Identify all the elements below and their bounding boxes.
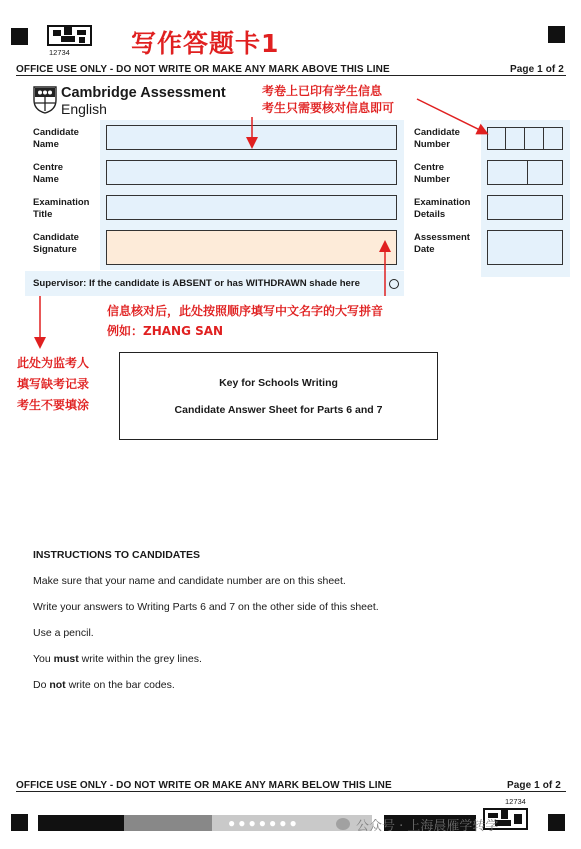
key-box-subtitle: Candidate Answer Sheet for Parts 6 and 7	[174, 404, 383, 416]
note-supervisor-3: 考生不要填涂	[17, 398, 90, 412]
note-supervisor-2: 填写缺考记录	[17, 377, 90, 391]
note-pinyin-2: 例如：ZHANG SAN	[107, 324, 224, 338]
note-printed-info-1: 考卷上已印有学生信息	[262, 84, 383, 98]
instruction-line-5	[33, 679, 175, 691]
office-use-top-text: OFFICE USE ONLY - DO NOT WRITE OR MAKE ANY MARK ABOVE THIS LINE	[16, 64, 390, 75]
arrow-to-candidate-number	[417, 99, 486, 133]
instruction-line-1: Make sure that your name and candidate number are on this sheet.	[33, 575, 346, 587]
instruction-line-4-pre: You	[33, 653, 54, 665]
instruction-line-5-pre: Do	[33, 679, 50, 691]
examination-details-label: Examination Details	[414, 197, 471, 220]
instruction-line-2: Write your answers to Writing Parts 6 and 7 on the other side of this sheet.	[33, 601, 379, 613]
logo-line1: Cambridge Assessment	[61, 85, 226, 101]
instructions-heading: INSTRUCTIONS TO CANDIDATES	[33, 549, 201, 561]
assessment-date-label: Assessment Date	[414, 232, 470, 255]
note-pinyin-1: 信息核对后，此处按照顺序填写中文名字的大写拼音	[107, 304, 384, 318]
registration-mark-bottom-right	[548, 814, 565, 831]
supervisor-text: Supervisor: If the candidate is ABSENT or has WITHDRAWN shade here	[33, 278, 360, 289]
centre-number-label: Centre Number	[414, 162, 450, 185]
bottom-bar-grey	[124, 815, 212, 831]
note-supervisor-1: 此处为监考人	[17, 356, 90, 370]
examination-title-label: Examination Title	[33, 197, 90, 220]
instruction-line-4-bold: must	[53, 653, 79, 665]
page-number-bottom: Page 1 of 2	[507, 780, 561, 791]
office-use-bottom-text: OFFICE USE ONLY - DO NOT WRITE OR MAKE ANY MARK BELOW THIS LINE	[16, 780, 392, 791]
centre-name-label: Centre Name	[33, 162, 64, 185]
candidate-number-label: Candidate Number	[414, 127, 460, 150]
bottom-dots: ●●●●●●●	[228, 816, 300, 830]
bottom-divider	[16, 791, 566, 792]
note-printed-info-2: 考生只需要核对信息即可	[262, 101, 395, 115]
wechat-icon	[336, 818, 350, 830]
watermark-text: 公众号 · 上海晨雁学转学	[356, 819, 499, 834]
candidate-signature-label: Candidate Signature	[33, 232, 79, 255]
key-box-title: Key for Schools Writing	[219, 377, 338, 389]
page-number-top: Page 1 of 2	[510, 64, 564, 75]
key-box	[119, 352, 438, 440]
instruction-line-4	[33, 653, 202, 665]
instruction-line-5-bold: not	[49, 679, 66, 691]
barcode-number-top: 12734	[49, 48, 70, 57]
sheet-title: 写作答题卡1	[131, 29, 280, 58]
bottom-bar-black	[38, 815, 124, 831]
barcode-number-bottom: 12734	[505, 797, 526, 806]
instruction-line-3: Use a pencil.	[33, 627, 94, 639]
candidate-name-label: Candidate Name	[33, 127, 79, 150]
instruction-line-4-post: write within the grey lines.	[78, 653, 202, 665]
registration-mark-bottom-left	[11, 814, 28, 831]
instruction-line-5-post: write on the bar codes.	[65, 679, 175, 691]
logo-line2: English	[61, 101, 107, 117]
